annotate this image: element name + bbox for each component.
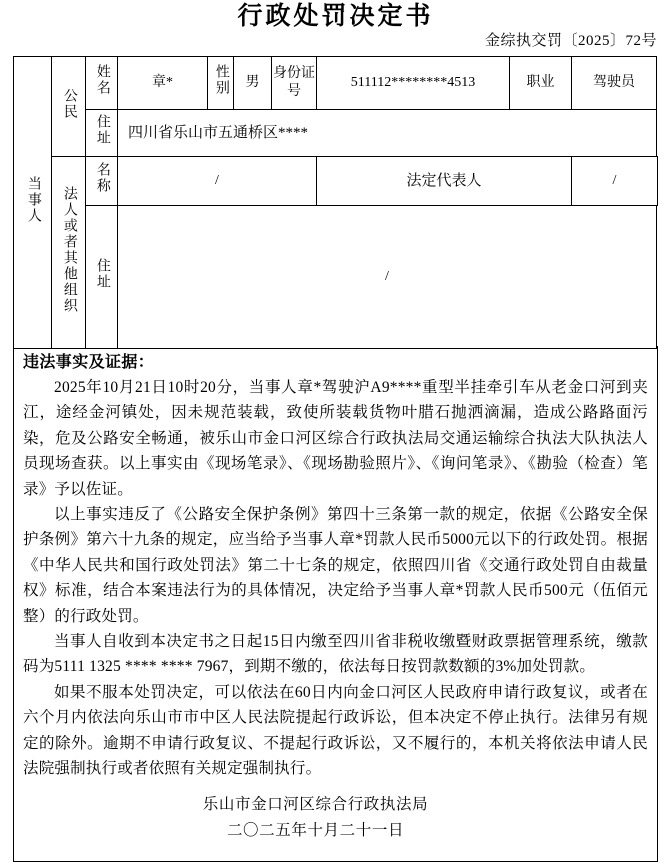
citizen-address-label: 住址 bbox=[94, 114, 110, 146]
legal-rep-value-cell: / bbox=[572, 157, 658, 206]
body-paragraph-4: 如果不服本处罚决定，可以依法在60日内向金口河区人民政府申请行政复议，或者在六个月内依法向乐山市市中区人民法院提起行政诉讼，但本决定不停止执行。法律另有规定的除外。逾期不申请行政复议、不提起行政诉讼，又不履行的，本机关将依法申请人民法院强制执行或者依照有关规定强制执行。 bbox=[23, 683, 648, 778]
org-label: 法人或者其他组织 bbox=[61, 185, 77, 314]
occupation-value-cell: 驾驶员 bbox=[572, 57, 657, 110]
document-number: 金综执交罚〔2025〕72号 bbox=[484, 33, 657, 49]
legal-rep-label-cell: 法定代表人 bbox=[317, 157, 572, 206]
party-label: 当事人 bbox=[25, 175, 41, 224]
party-information-table bbox=[13, 56, 658, 349]
org-address-value-cell: / bbox=[118, 206, 657, 349]
id-label: 身份证号 bbox=[273, 66, 315, 99]
gender-label: 性别 bbox=[213, 64, 229, 96]
occupation-label-cell: 职业 bbox=[510, 57, 572, 110]
body-paragraph-2: 以上事实违反了《公路安全保护条例》第四十三条第一款的规定，依据《公路安全保护条例》第六十九条的规定，应当给予当事人章*罚款人民币5000元以下的行政处罚。根据《中华人民共和国行政处罚法》第二十七条的规定，依照四川省《交通行政处罚自由裁量权》标准，结合本案违法行为的具体情况，决定给予当事人章*罚款人民币500元（伍佰元整）的行政处罚。 bbox=[23, 506, 648, 625]
org-label-cell bbox=[52, 157, 86, 349]
org-name-label-cell bbox=[86, 157, 118, 206]
page-title: 行政处罚决定书 bbox=[237, 3, 434, 30]
body-paragraph-3: 当事人自收到本决定书之日起15日内缴至四川省非税收缴暨财政票据管理系统，缴款码为5111 1325 **** **** 7967，到期不缴的，依法每日按罚款数额的3%加处罚款。 bbox=[23, 633, 648, 676]
name-label-cell bbox=[86, 57, 118, 110]
name-value-cell: 章* bbox=[118, 57, 208, 110]
table-row bbox=[14, 110, 658, 157]
citizen-address-value-cell: 四川省乐山市五通桥区**** bbox=[118, 110, 657, 157]
name-label: 姓名 bbox=[94, 64, 110, 96]
citizen-label-cell bbox=[52, 57, 86, 157]
gender-value-cell: 男 bbox=[234, 57, 272, 110]
table-row bbox=[14, 206, 658, 349]
org-address-label: 住址 bbox=[94, 258, 110, 290]
citizen-label: 公民 bbox=[61, 87, 77, 120]
org-address-label-cell bbox=[86, 206, 118, 349]
issue-date: 二〇二五年十月二十一日 bbox=[226, 822, 405, 839]
table-row bbox=[14, 157, 658, 206]
citizen-address-label-cell bbox=[86, 110, 118, 157]
body-paragraph-1: 2025年10月21日10时20分，当事人章*驾驶沪A9****重型半挂牵引车从老金口河到夹江，途经金河镇处，因未规范装载，致使所装载货物叶腊石抛洒滴漏，造成公路路面污染，危及公路安全畅通，被乐山市金口河区综合行政执法局交通运输综合执法大队执法人员现场查获。以上事实由《现场笔录》、《现场勘验照片》、《询问笔录》、《勘验（检查）笔录》予以佐证。 bbox=[23, 379, 648, 498]
org-name-value-cell: / bbox=[118, 157, 317, 206]
table-row bbox=[14, 57, 658, 110]
id-value-cell: 511112********4513 bbox=[317, 57, 510, 110]
gender-label-cell bbox=[208, 57, 234, 110]
section-heading: 违法事实及证据： bbox=[23, 354, 155, 371]
org-name-label: 名称 bbox=[94, 162, 110, 194]
signature-block bbox=[13, 776, 658, 862]
document-body bbox=[13, 346, 658, 776]
id-label-cell bbox=[272, 57, 317, 110]
party-label-cell bbox=[14, 57, 52, 349]
issuing-organization: 乐山市金口河区综合行政执法局 bbox=[202, 796, 429, 813]
